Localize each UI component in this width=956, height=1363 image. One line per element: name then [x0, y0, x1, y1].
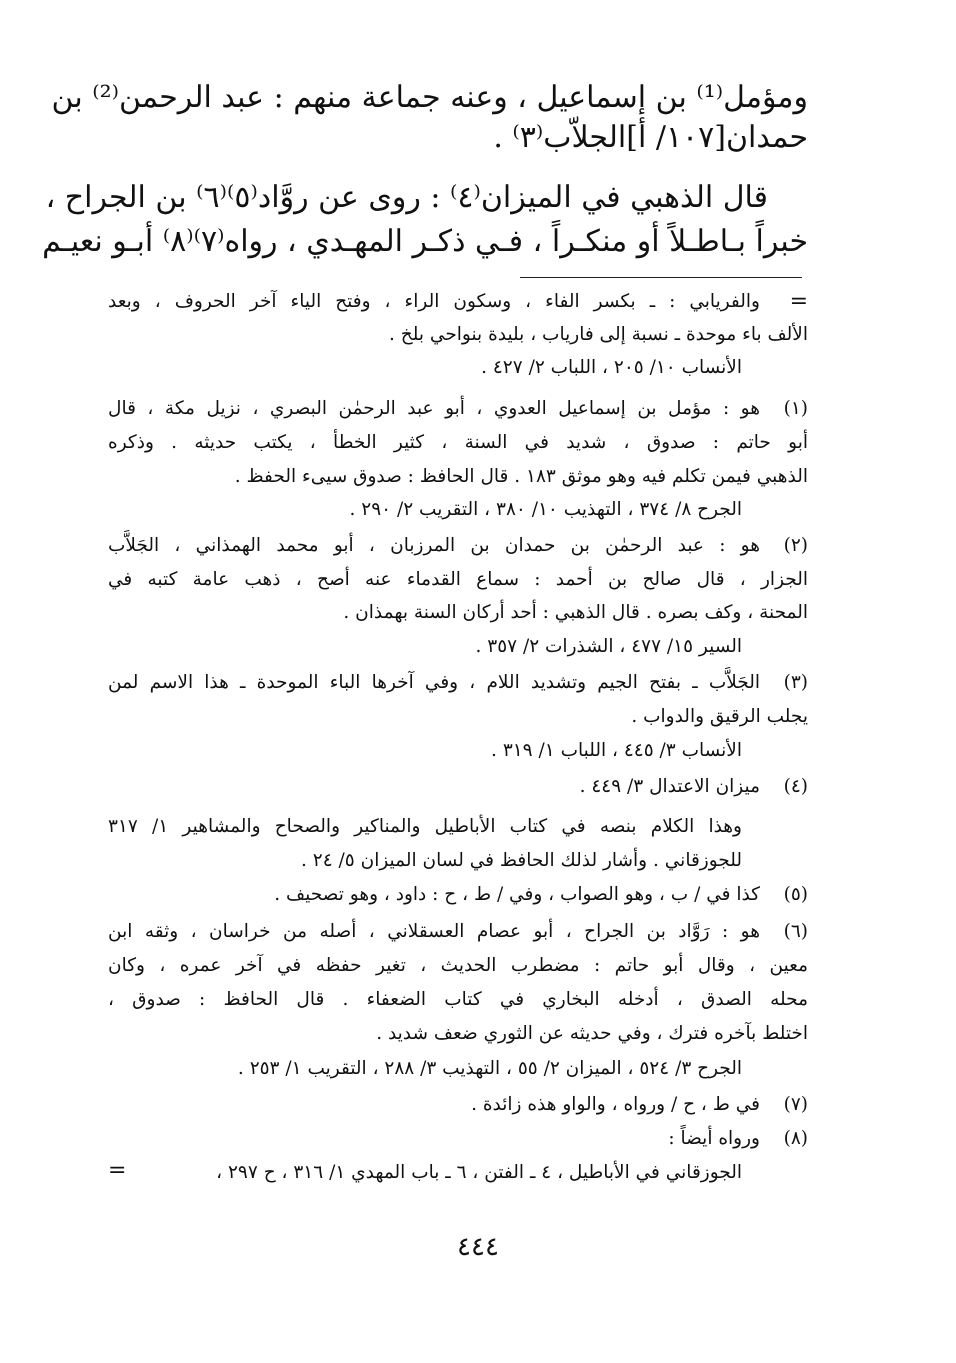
main-text-line-1: ومؤمل⁽¹⁾ بن إسماعيل ، وعنه جماعة منهم : عبد الرحمن⁽²⁾ بن — [51, 80, 808, 115]
footnote-2-line-1: هو : عبد الرحمٰن بن حمدان بن المرزبان ، أبو محمد الهمذاني ، الجَلاَّب — [108, 535, 760, 556]
footnote-divider — [520, 277, 802, 278]
footnote-number-1: (١) — [783, 398, 808, 419]
footnote-number-2: (٢) — [783, 535, 808, 556]
footnote-6-line-3: محله الصدق ، أدخله البخاري في كتاب الضعفاء . قال الحافظ : صدوق ، — [108, 989, 808, 1010]
main-text-line-3-text: قال الذهبي في الميزان⁽٤⁾ : روى عن روَّاد⁽٥⁾⁽٦⁾ بن الجراح ، — [45, 180, 768, 215]
footnote-number-7: (٧) — [783, 1094, 808, 1115]
footnote-number-4: (٤) — [783, 776, 808, 797]
footnote-4-line-1: ميزان الاعتدال ٣/ ٤٤٩ . — [579, 776, 760, 797]
footnote-6-source: الجرح ٣/ ٥٢٤ ، الميزان ٢/ ٥٥ ، التهذيب ٣/ ٢٨٨ ، التقريب ١/ ٢٥٣ . — [237, 1058, 742, 1079]
footnote-1-line-1: هو : مؤمل بن إسماعيل العدوي ، أبو عبد الرحمٰن البصري ، نزيل مكة ، قال — [108, 398, 760, 419]
footnote-1-source: الجرح ٨/ ٣٧٤ ، التهذيب ١٠/ ٣٨٠ ، التقريب ٢/ ٢٩٠ . — [349, 499, 742, 520]
footnote-1-line-3: الذهبي فيمن تكلم فيه وهو موثق ١٨٣ . قال الحافظ : صدوق سيىء الحفظ . — [234, 466, 808, 487]
main-text-line-3 — [45, 178, 808, 218]
footnote-2-line-3: المحنة ، وكف بصره . قال الذهبي : أحد أركان السنة بهمذان . — [343, 602, 808, 623]
footnote-3-line-1: الجَلاَّب ـ بفتح الجيم وتشديد اللام ، وفي آخرها الباء الموحدة ـ هذا الاسم لمن — [108, 672, 760, 693]
footnote-number-3: (٣) — [783, 672, 808, 693]
footnote-3-source: الأنساب ٣/ ٤٤٥ ، اللباب ١/ ٣١٩ . — [491, 740, 742, 761]
footnote-4-extra-2: للجوزقاني . وأشار لذلك الحافظ في لسان الميزان ٥/ ٢٤ . — [301, 850, 742, 871]
continuation-line-2: الألف باء موحدة ـ نسبة إلى فارياب ، بليدة بنواحي بلخ . — [389, 324, 808, 345]
footnote-8-line-1: ورواه أيضاً : — [668, 1128, 760, 1149]
footnote-5-line-1: كذا في / ب ، وهو الصواب ، وفي / ط ، ح : داود ، وهو تصحيف . — [274, 884, 760, 905]
continuation-line-1: والفريابي : ـ بكسر الفاء ، وسكون الراء ، وفتح الياء آخر الحروف ، وبعد — [108, 291, 760, 312]
footnote-8-end-mark: = — [108, 1158, 127, 1183]
main-text-line-4: خبراً بـاطـلاً أو منكـراً ، فـي ذكـر المهـدي ، رواه⁽٧⁾⁽٨⁾ أبـو نعيـم — [42, 224, 808, 259]
footnote-8-source: الجوزقاني في الأباطيل ، ٤ ـ الفتن ، ٦ ـ باب المهدي ١/ ٣١٦ ، ح ٢٩٧ ، — [216, 1162, 742, 1183]
main-text-line-2: حمدان[١٠٧/ أ]الجلاّب⁽٣⁾ . — [493, 120, 808, 155]
footnote-2-source: السير ١٥/ ٤٧٧ ، الشذرات ٢/ ٣٥٧ . — [475, 636, 742, 657]
footnote-4-extra-1: وهذا الكلام بنصه في كتاب الأباطيل والمناكير والصحاح والمشاهير ١/ ٣١٧ — [108, 816, 742, 837]
continuation-mark: = — [789, 289, 808, 314]
continuation-source: الأنساب ١٠/ ٢٠٥ ، اللباب ٢/ ٤٢٧ . — [481, 357, 742, 378]
footnote-number-8: (٨) — [783, 1128, 808, 1149]
page-number: ٤٤٤ — [457, 1232, 499, 1262]
footnote-7-line-1: في ط ، ح / ورواه ، والواو هذه زائدة . — [471, 1094, 760, 1115]
footnote-6-line-1: هو : رَوَّاد بن الجراح ، أبو عصام العسقلاني ، أصله من خراسان ، وثقه ابن — [108, 921, 760, 942]
footnote-3-line-2: يجلب الرقيق والدواب . — [631, 706, 808, 727]
footnote-number-5: (٥) — [783, 884, 808, 905]
footnote-6-line-4: اختلط بآخره فترك ، وفي حديثه عن الثوري ضعف شديد . — [376, 1023, 808, 1044]
footnote-number-6: (٦) — [783, 921, 808, 942]
footnote-1-line-2: أبو حاتم : صدوق ، شديد في السنة ، كثير الخطأ ، يكتب حديثه . وذكره — [108, 432, 808, 453]
footnote-6-line-2: معين ، وقال أبو حاتم : مضطرب الحديث ، تغير حفظه في آخر عمره ، وكان — [108, 955, 808, 976]
footnote-2-line-2: الجزار ، قال صالح بن أحمد : سماع القدماء عنه أصح ، ذهب عامة كتبه في — [108, 569, 808, 590]
